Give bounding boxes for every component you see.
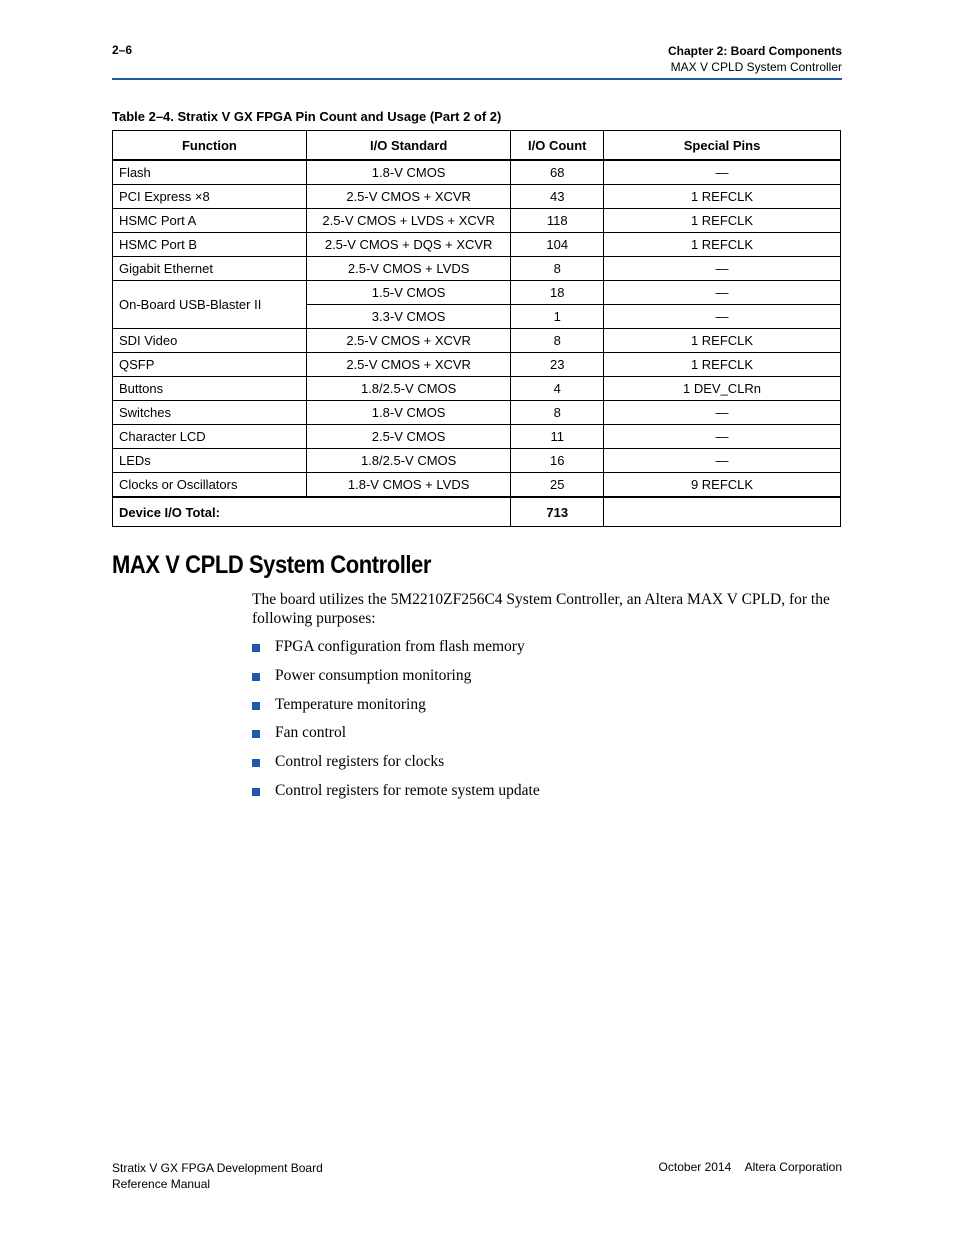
- column-header: I/O Standard: [306, 131, 511, 161]
- special-cell: —: [604, 305, 841, 329]
- standard-cell: 1.8-V CMOS: [306, 160, 511, 185]
- function-cell: On-Board USB-Blaster II: [113, 281, 307, 329]
- list-item: [252, 667, 540, 696]
- standard-cell: 2.5-V CMOS + LVDS + XCVR: [306, 209, 511, 233]
- function-cell: QSFP: [113, 353, 307, 377]
- standard-cell: 2.5-V CMOS + XCVR: [306, 185, 511, 209]
- total-empty-cell: [604, 497, 841, 527]
- count-cell: 43: [511, 185, 604, 209]
- count-cell: 4: [511, 377, 604, 401]
- function-cell: LEDs: [113, 449, 307, 473]
- list-item-text: Fan control: [275, 724, 347, 742]
- special-cell: 1 REFCLK: [604, 353, 841, 377]
- table-header-row: [113, 131, 841, 161]
- footer-document: [112, 1160, 323, 1192]
- standard-cell: 1.8/2.5-V CMOS: [306, 377, 511, 401]
- section-heading: MAX V CPLD System Controller: [112, 551, 431, 579]
- section-title-header: MAX V CPLD System Controller: [670, 60, 842, 74]
- running-header: [668, 43, 842, 75]
- standard-cell: 2.5-V CMOS + XCVR: [306, 353, 511, 377]
- standard-cell: 2.5-V CMOS + XCVR: [306, 329, 511, 353]
- standard-cell: 1.8-V CMOS: [306, 401, 511, 425]
- table-total-row: [113, 497, 841, 527]
- special-cell: —: [604, 425, 841, 449]
- function-cell: Switches: [113, 401, 307, 425]
- special-cell: —: [604, 449, 841, 473]
- count-cell: 25: [511, 473, 604, 498]
- standard-cell: 2.5-V CMOS + LVDS: [306, 257, 511, 281]
- function-cell: PCI Express ×8: [113, 185, 307, 209]
- list-item: [252, 696, 540, 725]
- list-item-text: Control registers for remote system update: [275, 781, 540, 799]
- table-row: [113, 377, 841, 401]
- square-bullet-icon: [252, 702, 260, 710]
- square-bullet-icon: [252, 788, 260, 796]
- list-item: [252, 782, 540, 811]
- column-header: I/O Count: [511, 131, 604, 161]
- footer-doc-title: Stratix V GX FPGA Development Board: [112, 1161, 323, 1175]
- function-cell: HSMC Port A: [113, 209, 307, 233]
- table-row: [113, 281, 841, 305]
- count-cell: 23: [511, 353, 604, 377]
- standard-cell: 2.5-V CMOS + DQS + XCVR: [306, 233, 511, 257]
- function-cell: Gigabit Ethernet: [113, 257, 307, 281]
- special-cell: 9 REFCLK: [604, 473, 841, 498]
- square-bullet-icon: [252, 644, 260, 652]
- list-item-text: FPGA configuration from flash memory: [275, 638, 525, 655]
- count-cell: 16: [511, 449, 604, 473]
- table-row: [113, 353, 841, 377]
- function-cell: SDI Video: [113, 329, 307, 353]
- table-row: [113, 329, 841, 353]
- total-value: 713: [511, 497, 604, 527]
- function-cell: Character LCD: [113, 425, 307, 449]
- square-bullet-icon: [252, 673, 260, 681]
- special-cell: 1 REFCLK: [604, 185, 841, 209]
- header-rule: [112, 78, 842, 80]
- list-item: [252, 753, 540, 782]
- table-row: [113, 425, 841, 449]
- footer-company: Altera Corporation: [744, 1160, 842, 1174]
- special-cell: 1 REFCLK: [604, 329, 841, 353]
- pin-count-table: [112, 130, 841, 527]
- special-cell: —: [604, 281, 841, 305]
- special-cell: 1 DEV_CLRn: [604, 377, 841, 401]
- list-item-text: Power consumption monitoring: [275, 666, 472, 684]
- function-cell: HSMC Port B: [113, 233, 307, 257]
- table-row: [113, 257, 841, 281]
- table-row: [113, 473, 841, 498]
- count-cell: 8: [511, 401, 604, 425]
- table-row: [113, 449, 841, 473]
- square-bullet-icon: [252, 730, 260, 738]
- table-row: [113, 160, 841, 185]
- list-item: [252, 638, 540, 667]
- total-label: Device I/O Total:: [113, 497, 511, 527]
- count-cell: 118: [511, 209, 604, 233]
- function-cell: Clocks or Oscillators: [113, 473, 307, 498]
- count-cell: 18: [511, 281, 604, 305]
- standard-cell: 3.3-V CMOS: [306, 305, 511, 329]
- purpose-list: [252, 638, 540, 811]
- footer-date: October 2014: [658, 1160, 732, 1174]
- standard-cell: 2.5-V CMOS: [306, 425, 511, 449]
- column-header: Function: [113, 131, 307, 161]
- column-header: Special Pins: [604, 131, 841, 161]
- special-cell: —: [604, 257, 841, 281]
- footer-publisher: [659, 1160, 842, 1174]
- special-cell: 1 REFCLK: [604, 209, 841, 233]
- special-cell: 1 REFCLK: [604, 233, 841, 257]
- count-cell: 8: [511, 257, 604, 281]
- function-cell: Flash: [113, 160, 307, 185]
- table-row: [113, 401, 841, 425]
- footer-doc-subtitle: Reference Manual: [112, 1177, 211, 1191]
- table-caption: Table 2–4. Stratix V GX FPGA Pin Count and Usage (Part 2 of 2): [112, 109, 502, 124]
- table-row: [113, 209, 841, 233]
- count-cell: 8: [511, 329, 604, 353]
- table-row: [113, 185, 841, 209]
- special-cell: —: [604, 160, 841, 185]
- special-cell: —: [604, 401, 841, 425]
- standard-cell: 1.8/2.5-V CMOS: [306, 449, 511, 473]
- count-cell: 104: [511, 233, 604, 257]
- standard-cell: 1.5-V CMOS: [306, 281, 511, 305]
- table-row: [113, 233, 841, 257]
- chapter-title: Chapter 2: Board Components: [667, 44, 842, 58]
- list-item-text: Temperature monitoring: [275, 695, 426, 713]
- count-cell: 1: [511, 305, 604, 329]
- list-item-text: Control registers for clocks: [275, 753, 445, 771]
- list-item: [252, 724, 540, 753]
- function-cell: Buttons: [113, 377, 307, 401]
- square-bullet-icon: [252, 759, 260, 767]
- count-cell: 68: [511, 160, 604, 185]
- intro-paragraph: The board utilizes the 5M2210ZF256C4 System Controller, an Altera MAX V CPLD, for the following purposes:: [252, 591, 830, 627]
- count-cell: 11: [511, 425, 604, 449]
- page-number: 2–6: [112, 43, 133, 57]
- standard-cell: 1.8-V CMOS + LVDS: [306, 473, 511, 498]
